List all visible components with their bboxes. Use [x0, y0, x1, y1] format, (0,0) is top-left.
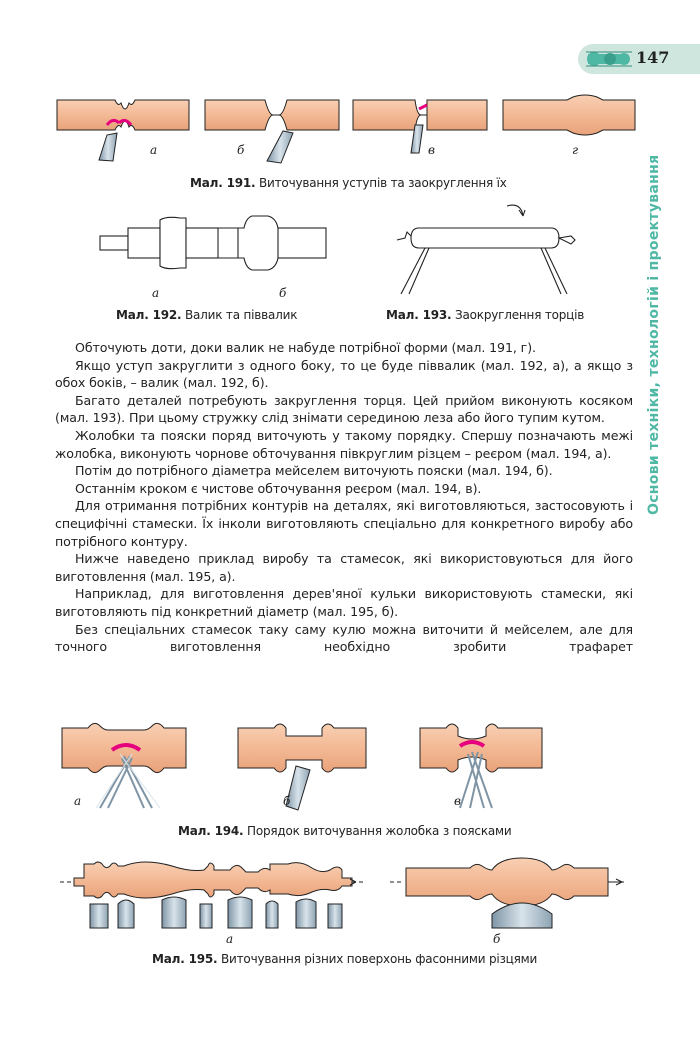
fig195-sublabel-a: а: [226, 932, 234, 946]
figure-192: [100, 210, 330, 280]
fig192-caption: [116, 308, 297, 322]
fig195-caption-text: Виточування різних поверхонь фасонними різцями: [221, 952, 538, 966]
lathe-ornament-icon: [584, 46, 634, 72]
paragraph: Жолобки та пояски поряд виточують у такому порядку. Спершу позначають межі жолобка, виконують чорнове обточування півкруглим різцем – реєром (мал. 194, а).: [55, 427, 633, 461]
fig194-sublabel-a: а: [74, 794, 82, 808]
paragraph: Потім до потрібного діаметра мейселем виточують пояски (мал. 194, б).: [75, 463, 553, 479]
fig191-sublabel-g: г: [572, 143, 579, 157]
fig192-caption-text: Валик та піввалик: [185, 308, 298, 322]
body-text: [55, 339, 633, 656]
page-number: 147: [636, 48, 670, 67]
figure-193: [395, 198, 585, 298]
fig194-v: [420, 724, 542, 808]
fig195-caption: [152, 952, 537, 966]
figure-191: [55, 95, 645, 165]
fig191-g: [503, 95, 635, 135]
paragraph: Без спеціальних стамесок таку саму кулю можна виточити й мейселем, але для точного виготовлення необхідно зробити трафарет: [55, 621, 633, 655]
fig193-caption: [386, 308, 584, 322]
fig195-label: Мал. 195.: [152, 952, 218, 966]
fig195-b: [390, 858, 624, 928]
figure-194: [60, 718, 560, 818]
fig191-caption-text: Виточування уступів та заокруглення їх: [259, 176, 507, 190]
fig193-caption-text: Заокруглення торців: [455, 308, 585, 322]
fig194-label: Мал. 194.: [178, 824, 244, 838]
figure-195: [60, 852, 630, 932]
fig193-label: Мал. 193.: [386, 308, 452, 322]
fig191-sublabel-b: б: [237, 143, 245, 157]
paragraph: Нижче наведено приклад виробу та стамесок, які використовуються для його виготовлення (мал. 195, а).: [55, 551, 633, 584]
fig191-sublabel-v: в: [428, 143, 435, 157]
paragraph: Обточують доти, доки валик не набуде потрібної форми (мал. 191, г).: [75, 340, 536, 355]
fig191-label: Мал. 191.: [190, 176, 256, 190]
paragraph: Останнім кроком є чистове обточування реєром (мал. 194, в).: [75, 480, 482, 496]
fig191-sublabel-a: а: [150, 143, 158, 157]
paragraph: Наприклад, для виготовлення дерев'яної кульки використовують стамески, які виготовляють під конкретний діаметр (мал. 195, б).: [55, 586, 633, 619]
paragraph: Багато деталей потребують закруглення торця. Цей прийом виконують косяком (мал. 193). При цьому стружку слід знімати серединою леза або його тупим кутом.: [55, 392, 633, 426]
fig195-a: [60, 862, 364, 928]
paragraph: Якщо уступ закруглити з одного боку, то це буде піввалик (мал. 192, а), а якщо з обох боків, – валик (мал. 192, б).: [55, 357, 633, 391]
fig191-a: [57, 100, 189, 161]
fig192-sublabel-a: а: [152, 286, 160, 300]
fig194-caption: [178, 824, 511, 838]
fig192-sublabel-b: б: [279, 286, 287, 300]
fig194-sublabel-b: б: [283, 794, 291, 808]
paragraph: Для отримання потрібних контурів на деталях, які виготовляються, застосовують і специфічні стамески. Їх інколи виготовляють спеціально для конкретного виробу або потрібного контуру.: [55, 498, 633, 549]
fig194-sublabel-v: в: [454, 794, 461, 808]
fig191-b: [205, 100, 339, 163]
fig191-v: [353, 100, 487, 153]
fig194-caption-text: Порядок виточування жолобка з поясками: [247, 824, 512, 838]
fig194-b: [238, 724, 366, 810]
fig191-caption: [190, 176, 507, 190]
fig192-label: Мал. 192.: [116, 308, 182, 322]
fig195-sublabel-b: б: [493, 932, 501, 946]
side-section-title: Основи техніки, технологій і проектування: [646, 154, 662, 516]
